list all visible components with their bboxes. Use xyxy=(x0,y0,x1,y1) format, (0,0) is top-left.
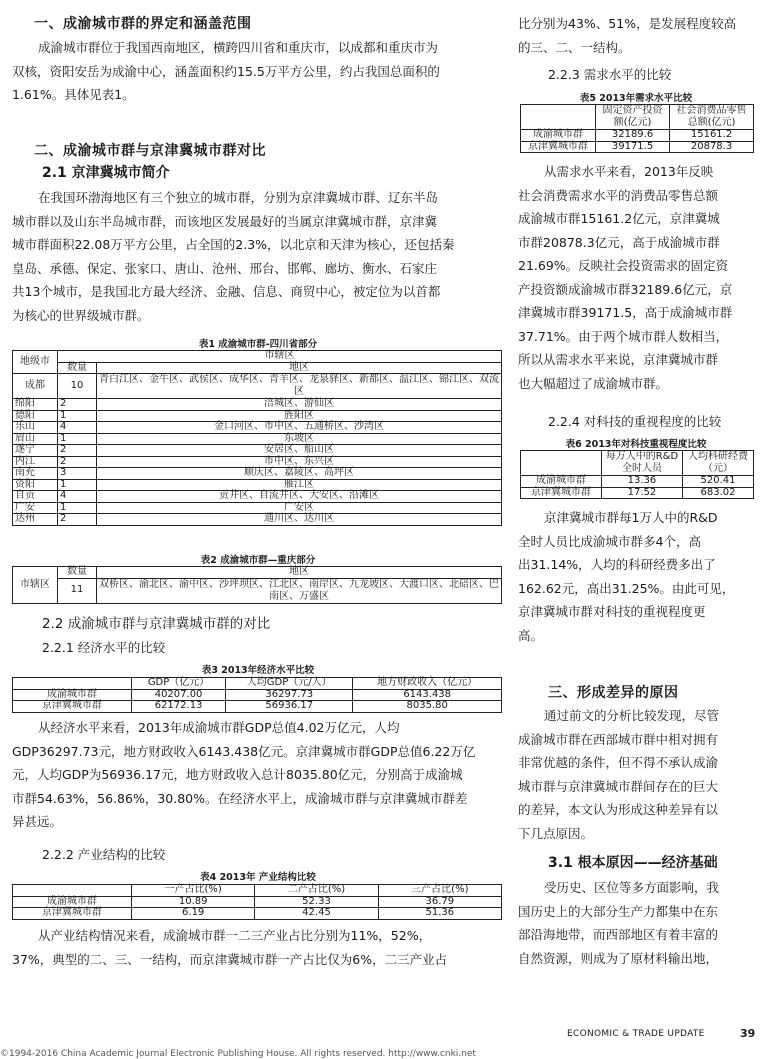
right-top-body xyxy=(518,12,756,59)
table-cell: 4 xyxy=(58,491,97,503)
journal-name: ECONOMIC & TRADE UPDATE xyxy=(567,1029,705,1039)
text-line: 21.69%。反映社会投资需求的固定资 xyxy=(518,258,729,273)
table-cell: 安居区、船山区 xyxy=(97,445,502,457)
table-cell: 贡井区、自流井区、大安区、沿滩区 xyxy=(97,491,502,503)
table-cell: 自贡 xyxy=(13,491,58,503)
table-cell: 4 xyxy=(58,422,97,434)
table-row xyxy=(13,410,502,422)
table-row xyxy=(13,479,502,491)
text-line: 城市群与京津冀城市群间存在的巨大 xyxy=(518,778,719,794)
table5 xyxy=(520,104,754,153)
table-row xyxy=(13,445,502,457)
table-cell: 2 xyxy=(58,514,97,526)
table2 xyxy=(12,566,502,604)
text-line: 非常优越的条件，但不得不承认成渝 xyxy=(518,755,719,770)
table-cell: 39171.5 xyxy=(596,141,670,153)
table-row xyxy=(13,468,502,480)
table-cell: 金口河区、市中区、五通桥区、沙湾区 xyxy=(97,422,502,434)
sub221-heading: 2.2.1 经济水平的比较 xyxy=(42,640,166,655)
text-line: 城市群面积22.08万平方公里，占全国的2.3%，以北京和天津为核心，还包括秦 xyxy=(12,237,455,252)
sub224-body xyxy=(518,506,756,647)
sub223-body xyxy=(518,160,756,395)
table6 xyxy=(520,450,754,499)
table-header: 数量 xyxy=(58,362,97,374)
table-cell: 东坡区 xyxy=(97,433,502,445)
section1-heading: 一、成渝城市群的界定和涵盖范围 xyxy=(34,16,252,32)
table-cell: 成渝城市群 xyxy=(521,476,602,488)
text-line: 异甚远。 xyxy=(12,814,63,829)
section1-body xyxy=(12,36,504,107)
table-cell: 达州 xyxy=(13,514,58,526)
table2-caption: 表2 成渝城市群—重庆部分 xyxy=(200,555,316,566)
text-line: 社会消费需求水平的消费品零售总额 xyxy=(518,187,719,203)
text-line: 元，人均GDP为56936.17元，地方财政收入总计8035.80亿元，分别高于成渝城 xyxy=(12,767,463,782)
table-header: 地区 xyxy=(97,362,502,374)
text-line: 全时人员比成渝城市群多4个，高 xyxy=(518,533,701,549)
text-line: 成渝城市群在西部城市群中相对拥有 xyxy=(518,731,719,747)
table-cell: 雁江区 xyxy=(97,479,502,491)
table-row xyxy=(521,476,754,488)
text-line: 皇岛、承德、保定、张家口、唐山、沧州、邢台、邯郸、廊坊、衡水、石家庄 xyxy=(12,260,438,276)
table-row xyxy=(13,502,502,514)
sub222-body xyxy=(12,924,504,971)
table-cell: 京津冀城市群 xyxy=(13,701,132,713)
text-line: 下几点原因。 xyxy=(518,825,594,841)
table-row xyxy=(13,701,502,713)
table-cell: 眉山 xyxy=(13,433,58,445)
text-line: 比分别为43%、51%，是发展程度较高 xyxy=(518,16,737,31)
text-line: 京津冀城市群每1万人中的R&D xyxy=(544,510,718,525)
section3-body xyxy=(518,704,756,845)
table-cell: 683.02 xyxy=(682,487,753,499)
table-cell: 德阳 xyxy=(13,410,58,422)
table-cell: 13.36 xyxy=(602,476,683,488)
table-row xyxy=(13,422,502,434)
text-line: GDP36297.73元，地方财政收入6143.438亿元。京津冀城市群GDP总值6.22万亿 xyxy=(12,743,476,759)
text-line: 为核心的世界级城市群。 xyxy=(12,307,150,323)
table-cell: 遂宁 xyxy=(13,445,58,457)
text-line: 通过前文的分析比较发现，尽管 xyxy=(544,708,720,723)
text-line: 37%，典型的二、三、一结构，而京津冀城市群一产占比仅为6%，二三产业占 xyxy=(12,951,448,967)
text-line: 162.62元，高出31.25%。由此可见， xyxy=(518,580,735,596)
text-line: 市群54.63%，56.86%，30.80%。在经济水平上，成渝城市群与京津冀城市群差 xyxy=(12,790,468,806)
table3 xyxy=(12,677,502,713)
text-line: 的三、二、一结构。 xyxy=(518,39,631,55)
sub31-body xyxy=(518,876,756,970)
sub221-body xyxy=(12,716,504,834)
table-header: GDP（亿元） xyxy=(132,678,226,690)
table-row xyxy=(13,514,502,526)
table-cell: 520.41 xyxy=(682,476,753,488)
table-cell: 36297.73 xyxy=(226,689,353,701)
table-cell: 涪城区、游仙区 xyxy=(97,399,502,411)
table-cell: 40207.00 xyxy=(132,689,226,701)
table3-caption: 表3 2013年经济水平比较 xyxy=(201,665,315,676)
table-header xyxy=(521,105,596,130)
table-header: 社会消费品零售总额(亿元) xyxy=(670,105,754,130)
table-cell: 42.45 xyxy=(255,908,378,920)
text-line: 产投资额成渝城市群32189.6亿元，京 xyxy=(518,281,733,297)
copyright-line: ©1994-2016 China Academic Journal Electronic Publishing House. All rights reserved. http://www.cnki.net xyxy=(0,1049,476,1059)
sub31-heading: 3.1 根本原因——经济基础 xyxy=(548,855,718,871)
table-cell: 1 xyxy=(58,410,97,422)
table4-caption: 表4 2013年 产业结构比较 xyxy=(200,872,316,883)
table-cell: 京津冀城市群 xyxy=(521,141,596,153)
table-cell: 2 xyxy=(58,445,97,457)
table-row xyxy=(521,487,754,499)
sub222-heading: 2.2.2 产业结构的比较 xyxy=(42,847,166,862)
text-line: 共13个城市，是我国北方最大经济、金融、信息、商贸中心，被定位为以首都 xyxy=(12,284,441,299)
table-cell: 51.36 xyxy=(378,908,501,920)
table-header xyxy=(13,885,132,897)
table-header: 固定资产投资额(亿元) xyxy=(596,105,670,130)
table-cell: 广安区 xyxy=(97,502,502,514)
text-line: 成渝城市群15161.2亿元，京津冀城 xyxy=(518,211,720,226)
table-cell: 3 xyxy=(58,468,97,480)
text-line: 国历史上的大部分生产力都集中在东 xyxy=(518,903,719,919)
table-row xyxy=(13,374,502,399)
sub22-heading: 2.2 成渝城市群与京津冀城市群的对比 xyxy=(42,616,271,632)
text-line: 在我国环渤海地区有三个独立的城市群，分别为京津冀城市群、辽东半岛 xyxy=(38,190,439,205)
table-cell: 广安 xyxy=(13,502,58,514)
table-cell: 内江 xyxy=(13,456,58,468)
table4 xyxy=(12,884,502,920)
text-line: 自然资源，则成为了原材料输出地， xyxy=(518,950,719,966)
table-cell: 成渝城市群 xyxy=(13,896,132,908)
table-cell: 6.19 xyxy=(132,908,255,920)
text-line: 从产业结构情况来看，成渝城市群一二三产业占比分别为11%，52%， xyxy=(38,928,432,943)
table-header xyxy=(13,678,132,690)
text-line: 部沿海地带，而西部地区有着丰富的 xyxy=(518,927,719,942)
table-cell: 顺庆区、嘉陵区、高坪区 xyxy=(97,468,502,480)
table-cell: 20878.3 xyxy=(670,141,754,153)
table6-caption: 表6 2013年对科技重视程度比较 xyxy=(565,439,707,450)
table-header: 数量 xyxy=(58,567,97,579)
table-cell: 通川区、达川区 xyxy=(97,514,502,526)
table-header: 地区 xyxy=(97,567,502,579)
sub21-body xyxy=(12,186,504,327)
table-cell: 11 xyxy=(58,578,97,603)
table-cell: 市中区、东兴区 xyxy=(97,456,502,468)
table-row xyxy=(13,433,502,445)
table-header: 二产占比(%) xyxy=(255,885,378,897)
table-cell: 市辖区 xyxy=(13,567,58,604)
table-header: 人均科研经费（元） xyxy=(682,451,753,476)
text-line: 1.61%。具体见表1。 xyxy=(12,87,135,102)
table-cell: 乐山 xyxy=(13,422,58,434)
text-line: 出31.14%，人均的科研经费多出了 xyxy=(518,557,716,572)
table-cell: 36.79 xyxy=(378,896,501,908)
table-row xyxy=(13,491,502,503)
table-row xyxy=(13,456,502,468)
table-cell: 成渝城市群 xyxy=(13,689,132,701)
sub224-heading: 2.2.4 对科技的重视程度的比较 xyxy=(548,414,722,429)
table-cell: 旌阳区 xyxy=(97,410,502,422)
table-cell: 17.52 xyxy=(602,487,683,499)
table-cell: 绵阳 xyxy=(13,399,58,411)
table-row xyxy=(13,578,502,603)
text-line: 城市群以及山东半岛城市群，而该地区发展最好的当属京津冀城市群，京津冀 xyxy=(12,213,438,229)
table5-caption: 表5 2013年需求水平比较 xyxy=(579,93,693,104)
table-cell: 成渝城市群 xyxy=(521,130,596,142)
text-line: 津冀城市群39171.5，高于成渝城市群 xyxy=(518,305,733,320)
table-row xyxy=(521,130,754,142)
text-line: 从经济水平来看，2013年成渝城市群GDP总值4.02万亿元，人均 xyxy=(38,720,400,735)
text-line: 受历史、区位等多方面影响，我 xyxy=(544,880,720,895)
table-cell: 32189.6 xyxy=(596,130,670,142)
table-header: 人均GDP（元/人） xyxy=(226,678,353,690)
text-line: 成渝城市群位于我国西南地区，横跨四川省和重庆市，以成都和重庆市为 xyxy=(38,40,439,55)
table-cell: 青白江区、金牛区、武侯区、成华区、青羊区、龙泉驿区、新都区、温江区、锦江区、双流区 xyxy=(97,374,502,399)
table-cell: 62172.13 xyxy=(132,701,226,713)
text-line: 也大幅超过了成渝城市群。 xyxy=(518,375,669,391)
table-cell: 8035.80 xyxy=(353,701,502,713)
table-cell: 52.33 xyxy=(255,896,378,908)
table-row xyxy=(13,399,502,411)
text-line: 京津冀城市群对科技的重视程度更 xyxy=(518,604,706,619)
table-cell: 成都 xyxy=(13,374,58,399)
table-header: 一产占比(%) xyxy=(132,885,255,897)
page-number: 39 xyxy=(740,1027,756,1040)
text-line: 所以从需求水平来说，京津冀城市群 xyxy=(518,352,719,367)
table-cell: 南充 xyxy=(13,468,58,480)
table-cell: 2 xyxy=(58,399,97,411)
table-cell: 资阳 xyxy=(13,479,58,491)
table-cell: 京津冀城市群 xyxy=(521,487,602,499)
sub21-heading: 2.1 京津冀城市简介 xyxy=(42,165,170,181)
table-cell: 10 xyxy=(58,374,97,399)
table-header xyxy=(521,451,602,476)
table-cell: 2 xyxy=(58,456,97,468)
table-cell: 56936.17 xyxy=(226,701,353,713)
table-row xyxy=(13,908,502,920)
table-header: 每万人中的R&D全时人员 xyxy=(602,451,683,476)
text-line: 的差异，本文认为形成这种差异有以 xyxy=(518,802,719,817)
table-row xyxy=(521,141,754,153)
table-cell: 10.89 xyxy=(132,896,255,908)
table1 xyxy=(12,350,502,526)
table-cell: 1 xyxy=(58,502,97,514)
table-cell: 6143.438 xyxy=(353,689,502,701)
table-cell: 1 xyxy=(58,479,97,491)
text-line: 市群20878.3亿元，高于成渝城市群 xyxy=(518,234,720,250)
table-cell: 1 xyxy=(58,433,97,445)
text-line: 从需求水平来看，2013年反映 xyxy=(544,164,714,179)
table-header: 地级市 xyxy=(13,351,58,374)
table-cell: 双桥区、渝北区、渝中区、沙坪坝区、江北区、南岸区、九龙坡区、大渡口区、北碚区、巴南区、万盛区 xyxy=(97,578,502,603)
text-line: 高。 xyxy=(518,627,544,643)
section2-heading: 二、成渝城市群与京津冀城市群对比 xyxy=(34,143,266,159)
table-row xyxy=(13,896,502,908)
table-cell: 京津冀城市群 xyxy=(13,908,132,920)
table-header: 三产占比(%) xyxy=(378,885,501,897)
table-header: 地方财政收入（亿元） xyxy=(353,678,502,690)
text-line: 37.71%。由于两个城市群人数相当， xyxy=(518,328,729,344)
text-line: 双核，资阳安岳为成渝中心，涵盖面积约15.5万平方公里，约占我国总面积的 xyxy=(12,63,440,79)
table-row xyxy=(13,689,502,701)
section3-heading: 三、形成差异的原因 xyxy=(548,685,679,701)
sub223-heading: 2.2.3 需求水平的比较 xyxy=(548,67,672,82)
table1-caption: 表1 成渝城市群-四川省部分 xyxy=(198,339,318,350)
table-header: 市辖区 xyxy=(58,351,502,363)
table-cell: 15161.2 xyxy=(670,130,754,142)
